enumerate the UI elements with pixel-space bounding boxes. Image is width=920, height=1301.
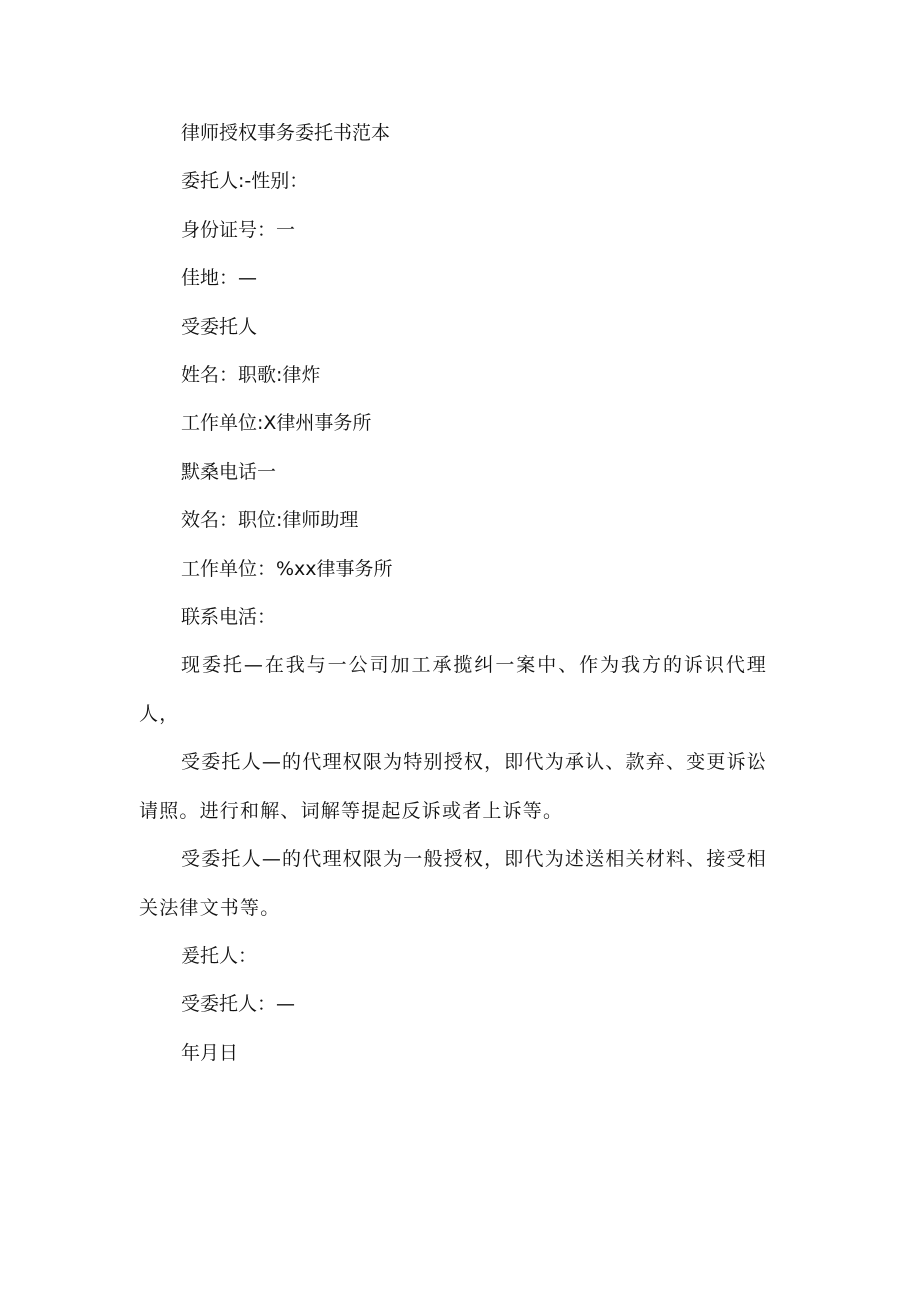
agent-signature-line: 受委托人：— (181, 993, 296, 1016)
mandate-paragraph: 现委托—在我与一公司加工承揽纠一案中、作为我方的诉识代理人， (139, 654, 767, 725)
date-line: 年月日 (181, 1041, 239, 1064)
principal-line: 委托人:-性别： (181, 170, 309, 193)
agent2-name-line: 效名：职位:律师助理 (181, 509, 359, 532)
agent-heading: 受委托人 (181, 315, 258, 338)
agent2-phone-line: 联系电活： (181, 606, 277, 629)
special-authority-paragraph: 受委托人—的代理权限为特别授权，即代为承认、款弃、变更诉讼请照。进行和解、词解等提起反诉或者上诉等。 (139, 751, 767, 822)
agent1-employer-line: 工作单位:X律州事务所 (181, 412, 372, 435)
document-body (139, 109, 767, 1077)
principal-signature-line: 爰托人： (181, 944, 258, 967)
id-number-line: 身份证号：一 (181, 218, 296, 241)
address-line: 佳地：— (181, 267, 258, 290)
document-title: 律师授权事务委托书范本 (181, 122, 391, 144)
agent1-name-line: 姓名：职歌:律炸 (181, 364, 321, 387)
general-authority-paragraph: 受委托人—的代理权限为一般授权，即代为述送相关材料、接受相关法律文书等。 (139, 848, 767, 919)
agent1-phone-line: 默桑电话一 (181, 460, 277, 483)
agent2-employer-line: 工作单位：%xx律事务所 (181, 557, 393, 580)
